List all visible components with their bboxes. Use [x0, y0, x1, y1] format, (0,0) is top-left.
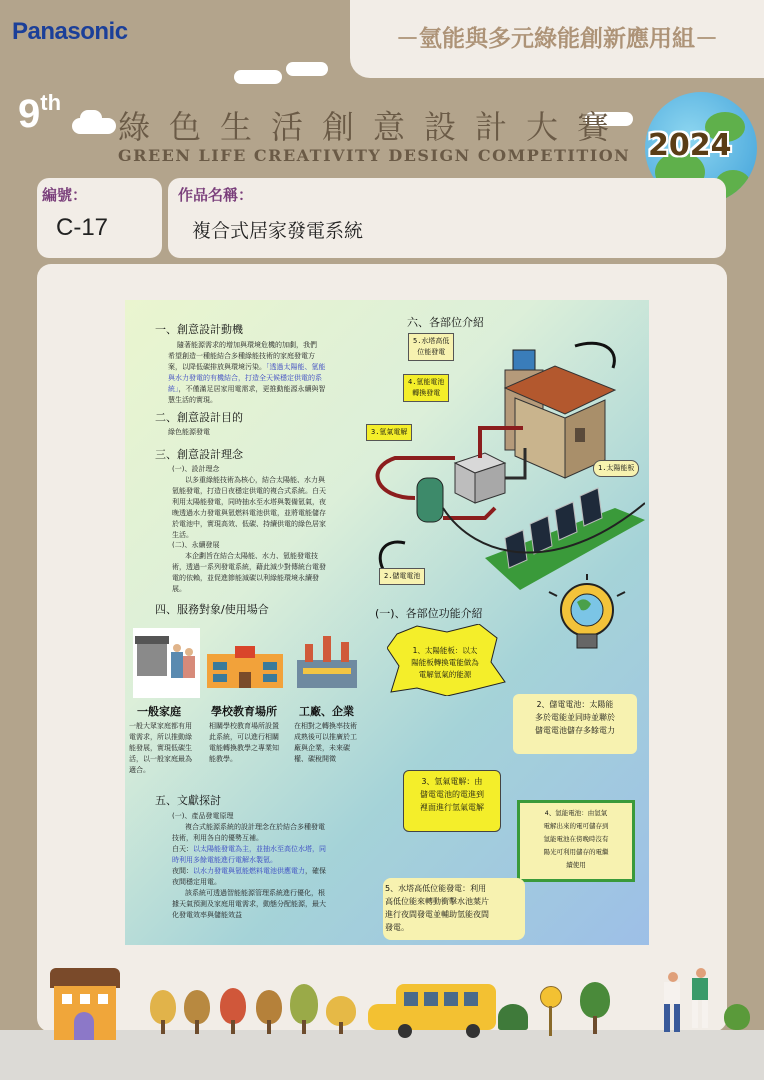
concept-line: 以多重綠能技術為核心，結合太陽能、水力與	[185, 476, 325, 484]
purpose-text: 綠色能源發電	[168, 428, 210, 436]
family-desc: 一般大眾家庭都有用 電需求，所以推動綠 能發展，實現低碳生 活，以一般家庭最為 適合。	[129, 722, 192, 774]
school-image	[207, 646, 283, 688]
tree-trunk	[267, 1020, 271, 1034]
bus-illustration	[368, 984, 498, 1036]
motivation-line: 案，以降低碳排放與環境污染。「透過太陽能、氫能	[168, 363, 326, 371]
section-motivation-title: 一、創意設計動機	[155, 323, 243, 336]
function-electrolysis: 3、氫氣電解：由 儲電電池的電進到 裡面進行氫氣電解	[403, 770, 501, 832]
section-parts-title: 六、各部位介紹	[407, 316, 484, 329]
id-label: 編號：	[42, 186, 88, 204]
concept-line: 利用太陽能發電，同時抽水至水塔與製備氫氣，夜	[172, 498, 326, 506]
literature-line: 化發電效率與儲能效益	[172, 911, 242, 919]
sustain-subtitle: (二)、永續發展	[172, 541, 220, 549]
user-category-family: 一般家庭	[137, 705, 181, 718]
literature-line: 夜間：以水力發電與氫能燃料電池供應電力，確保	[172, 867, 326, 875]
competition-title-en: GREEN LIFE CREATIVITY DESIGN COMPETITION	[118, 146, 631, 165]
user-category-school: 學校教育場所	[211, 705, 277, 718]
sustain-line: 展。	[172, 585, 186, 593]
motivation-line: 隨著能源需求的增加與環境危機的加劇，我們	[177, 341, 317, 349]
id-value: C-17	[56, 214, 109, 241]
bus-stop-pole	[549, 1006, 552, 1036]
sustain-line: 術，透過一系列發電系統，藉此減少對傳統台電發	[172, 563, 326, 571]
concept-line: 生活。	[172, 531, 193, 539]
concept-line: 氫能發電，打造日夜穩定供電的複合式系統。白天	[172, 487, 326, 495]
year-badge: 2024	[648, 128, 732, 163]
literature-line: 據天氣預測及家庭用電需求，動態分配能源，最大	[172, 900, 326, 908]
tree-trunk	[231, 1020, 235, 1034]
motivation-line: 統」，不僅滿足居家用電需求，更推動能源永續與智	[168, 385, 326, 393]
concept-subtitle: (一)、設計理念	[172, 465, 220, 473]
tree-trunk	[195, 1020, 199, 1034]
function-battery: 2、儲電電池：太陽能 多於電能並同時並聯於 儲電電池儲存多餘電力	[513, 694, 637, 754]
tree-trunk	[161, 1020, 165, 1034]
motivation-line: 慧生活的實現。	[168, 396, 217, 404]
label-fuel-cell: 4.氫能電池 轉換發電	[403, 374, 449, 402]
project-name: 複合式居家發電系統	[192, 220, 364, 242]
motivation-line: 希望創造一種能結合多種綠能技術的家庭發電方	[168, 352, 315, 360]
literature-line: 複合式能源系統的設計理念在於結合多種發電	[185, 823, 325, 831]
sustain-line: 本企劃旨在結合太陽能、水力、氫能發電技	[185, 552, 318, 560]
label-water-tower: 5.水塔高低 位能發電	[408, 333, 454, 361]
factory-desc: 在相對之轉換率技術 成熟後可以推廣於工 廠與企業，未來碳 權、碳稅開徵	[294, 722, 357, 763]
literature-line: 時利用多餘電能進行電解水製氫。	[172, 856, 277, 864]
family-image	[133, 628, 200, 698]
name-label: 作品名稱：	[178, 186, 254, 204]
concept-line: 晚透過水力發電與氫燃料電池供電，並將電能儲存	[172, 509, 326, 517]
edition-number: 9th	[18, 90, 62, 136]
cloud-icon	[286, 62, 328, 76]
function-solar: 1、太陽能板：以太 陽能板轉換電能做為 電解氫氣的能源	[411, 646, 479, 679]
function-water-tower: 5、水塔高低位能發電：利用 高低位能來轉動衝擊水池葉片 進行夜間發電並輔助氫能夜間 發電。	[383, 878, 525, 940]
tree-icon	[290, 984, 318, 1024]
user-category-factory: 工廠、企業	[299, 705, 354, 718]
concept-line: 於電池中，實現高效、低碳、持續供電的綠色居家	[172, 520, 326, 528]
section-users-title: 四、服務對象/使用場合	[155, 603, 269, 616]
school-desc: 相關學校教育場所設置 此系統，可以進行相關 電能轉換教學之專業知 能教學。	[209, 722, 279, 763]
label-electrolysis: 3.氫氣電解	[366, 424, 412, 441]
dancing-people	[652, 968, 722, 1036]
section-literature-title: 五、文獻探討	[155, 794, 221, 807]
factory-image	[297, 636, 357, 688]
sustain-line: 電的依賴，並促進節能減碳以利綠能環境永續發	[172, 574, 319, 582]
tree-icon	[498, 1004, 528, 1030]
tree-trunk	[339, 1022, 343, 1034]
literature-line: 該系統可透過智能能源管理系統進行優化，根	[185, 889, 325, 897]
tree-icon	[256, 990, 282, 1024]
tree-icon	[150, 990, 176, 1024]
project-poster	[125, 300, 649, 945]
tree-trunk	[302, 1020, 306, 1034]
house-illustration	[50, 968, 120, 1040]
cloud-icon	[80, 110, 102, 126]
literature-line: 技術，利用各自的優勢互補。	[172, 834, 263, 842]
label-battery: 2.儲電電池	[379, 568, 425, 585]
competition-title: 綠色生活創意設計大賽	[118, 108, 629, 146]
tree-icon	[184, 990, 210, 1024]
literature-subtitle: (一)、產品發電原理	[172, 812, 234, 820]
cloud-icon	[234, 70, 282, 84]
tree-icon	[220, 988, 246, 1024]
tree-icon	[580, 982, 610, 1018]
label-solar-panel: 1.太陽能板	[593, 460, 639, 477]
section-functions-title: (一)、各部位功能介紹	[375, 607, 483, 620]
literature-line: 夜間穩定用電。	[172, 878, 221, 886]
motivation-line: 與水力發電的有機結合，打造全天候穩定供電的系	[168, 374, 322, 382]
bus-stop-sign	[540, 986, 562, 1008]
tree-icon	[724, 1004, 750, 1030]
section-concept-title: 三、創意設計理念	[155, 448, 243, 461]
literature-line: 白天：以太陽能發電為主，並抽水至高位水塔，同	[172, 845, 326, 853]
category-title: －氫能與多元綠能創新應用組－	[396, 26, 718, 52]
section-purpose-title: 二、創意設計目的	[155, 411, 243, 424]
brand-logo: Panasonic	[12, 18, 128, 45]
tree-trunk	[593, 1016, 597, 1034]
function-fuel-cell: 4、氫能電池：由氫氣 電解出來的電可儲存到 氫能電池在傍晚時沒有 陽光可利用儲存的電繼 續使用	[517, 800, 635, 882]
lightbulb-globe-icon	[545, 572, 629, 662]
